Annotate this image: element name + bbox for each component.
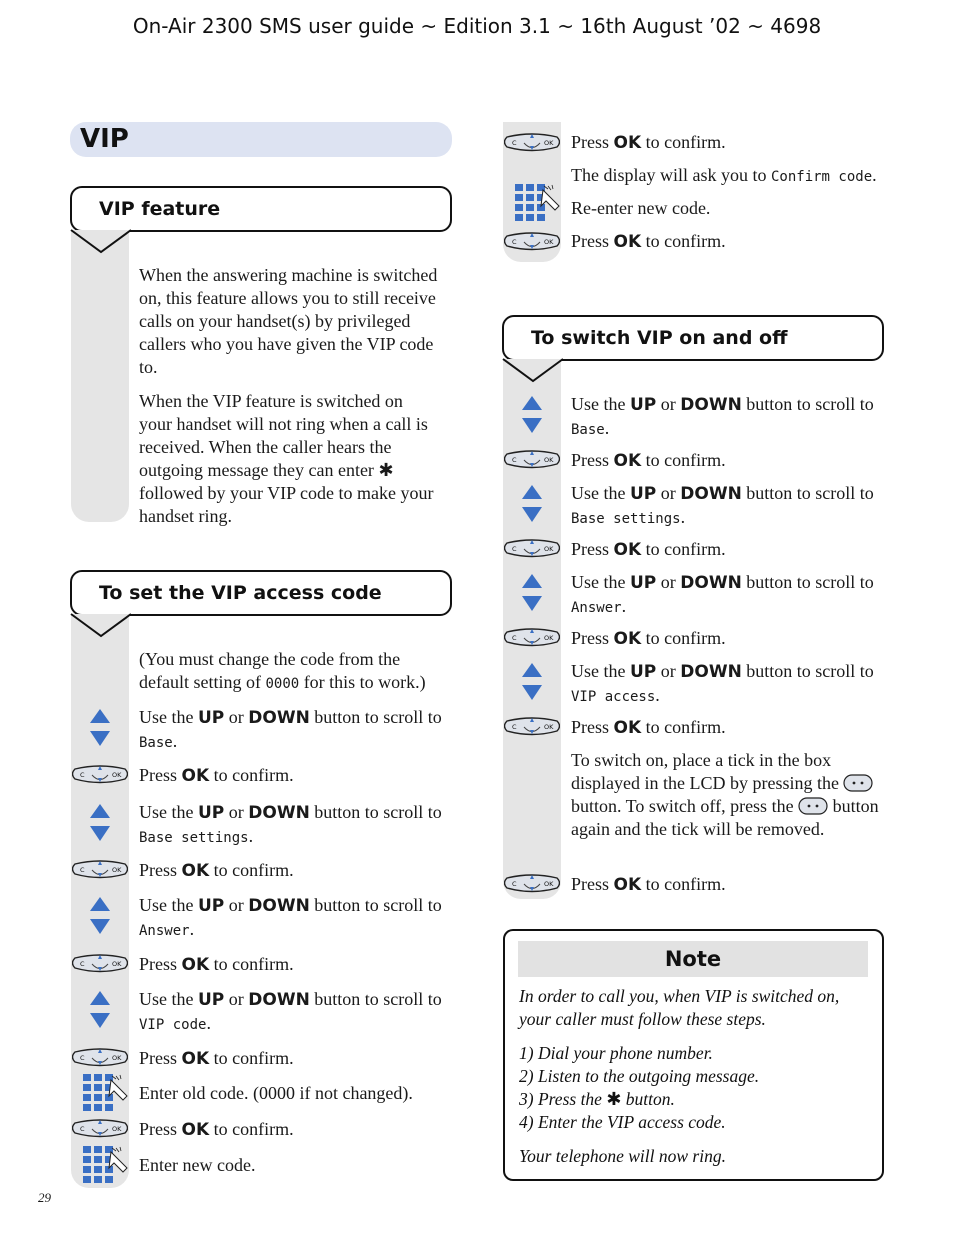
callout-pointer bbox=[70, 614, 134, 640]
page-header: On-Air 2300 SMS user guide ~ Edition 3.1 ~ 16th August ’02 ~ 4698 bbox=[132, 14, 822, 38]
note-steps: 1) Dial your phone number. 2) Listen to the outgoing message. 3) Press the ✱ button. 4) Enter the VIP access code. bbox=[519, 1043, 760, 1132]
up-down-arrows-icon bbox=[88, 896, 112, 936]
set-code-heading-box bbox=[70, 570, 452, 616]
switch-vip-heading: To switch VIP on and off bbox=[531, 327, 788, 349]
set-step-4: Press OK to confirm. bbox=[139, 860, 294, 881]
keypad-icon bbox=[83, 1074, 129, 1112]
up-down-arrows-icon bbox=[88, 708, 112, 748]
keypad-icon bbox=[83, 1146, 129, 1184]
set-step-9: Enter old code. (0000 if not changed). bbox=[139, 1083, 413, 1103]
c-ok-button-icon bbox=[504, 130, 560, 154]
up-down-arrows-icon bbox=[520, 573, 544, 613]
confirm-step-3: Re-enter new code. bbox=[571, 198, 711, 218]
vip-feature-heading: VIP feature bbox=[99, 198, 221, 220]
page-number: 29 bbox=[38, 1190, 51, 1205]
section-title-bar bbox=[70, 122, 452, 157]
set-step-7: Use the UP or DOWN button to scroll to VIP code. bbox=[139, 989, 442, 1033]
c-ok-button-icon bbox=[504, 229, 560, 253]
set-step-11: Enter new code. bbox=[139, 1155, 256, 1175]
switch-step-9: To switch on, place a tick in the box displayed in the LCD by pressing the button. To switch off, press the button again and the tick will be removed. bbox=[571, 750, 879, 839]
c-ok-button-icon bbox=[504, 447, 560, 471]
vip-feature-heading-box bbox=[70, 186, 452, 232]
star-key-icon: ✱ bbox=[606, 1089, 622, 1110]
note-heading: Note bbox=[518, 941, 868, 977]
set-step-3: Use the UP or DOWN button to scroll to Base settings. bbox=[139, 802, 442, 846]
vip-feature-para1: When the answering machine is switched on, this feature allows you to still receive calls on your handset(s) by privileged callers who you have given the VIP code to. bbox=[139, 265, 438, 377]
vip-feature-para2: When the VIP feature is switched on your handset will not ring when a call is received. When the caller hears the outgoing message they can enter ✱ followed by your VIP code to make your handset ring. bbox=[139, 391, 434, 526]
set-step-2: Press OK to confirm. bbox=[139, 765, 294, 786]
up-down-arrows-icon bbox=[88, 990, 112, 1030]
switch-step-10: Press OK to confirm. bbox=[571, 874, 726, 895]
note-intro: In order to call you, when VIP is switched on, your caller must follow these steps. bbox=[519, 986, 840, 1029]
c-ok-button-icon bbox=[72, 1045, 128, 1069]
switch-vip-heading-box bbox=[502, 315, 884, 361]
c-ok-button-icon bbox=[504, 714, 560, 738]
c-ok-button-icon bbox=[72, 951, 128, 975]
callout-pointer bbox=[70, 230, 134, 256]
confirm-step-2: The display will ask you to Confirm code. bbox=[571, 165, 877, 185]
c-ok-button-icon bbox=[504, 625, 560, 649]
set-step-1: Use the UP or DOWN button to scroll to Base. bbox=[139, 707, 442, 751]
c-ok-button-icon bbox=[72, 762, 128, 786]
keypad-icon bbox=[515, 184, 561, 222]
switch-step-7: Use the UP or DOWN button to scroll to VIP access. bbox=[571, 661, 874, 705]
section-title: VIP bbox=[80, 124, 129, 154]
set-code-intro: (You must change the code from the default setting of 0000 for this to work.) bbox=[139, 649, 426, 692]
icon-strip bbox=[71, 230, 129, 522]
callout-pointer bbox=[502, 359, 566, 385]
switch-step-4: Press OK to confirm. bbox=[571, 539, 726, 560]
c-ok-button-icon bbox=[504, 871, 560, 895]
set-code-heading: To set the VIP access code bbox=[99, 582, 382, 604]
up-down-arrows-icon bbox=[88, 803, 112, 843]
c-ok-button-icon bbox=[72, 857, 128, 881]
confirm-step-4: Press OK to confirm. bbox=[571, 231, 726, 252]
switch-step-5: Use the UP or DOWN button to scroll to Answer. bbox=[571, 572, 874, 616]
up-down-arrows-icon bbox=[520, 662, 544, 702]
set-step-10: Press OK to confirm. bbox=[139, 1119, 294, 1140]
star-key-icon: ✱ bbox=[378, 460, 394, 481]
confirm-step-1: Press OK to confirm. bbox=[571, 132, 726, 153]
note-outro: Your telephone will now ring. bbox=[519, 1146, 726, 1166]
switch-step-8: Press OK to confirm. bbox=[571, 717, 726, 738]
up-down-arrows-icon bbox=[520, 395, 544, 435]
switch-step-1: Use the UP or DOWN button to scroll to Base. bbox=[571, 394, 874, 438]
softkey-icon bbox=[798, 797, 828, 815]
set-step-5: Use the UP or DOWN button to scroll to Answer. bbox=[139, 895, 442, 939]
softkey-icon bbox=[843, 774, 873, 792]
switch-step-6: Press OK to confirm. bbox=[571, 628, 726, 649]
switch-step-2: Press OK to confirm. bbox=[571, 450, 726, 471]
c-ok-button-icon bbox=[72, 1116, 128, 1140]
switch-step-3: Use the UP or DOWN button to scroll to Base settings. bbox=[571, 483, 874, 527]
set-step-6: Press OK to confirm. bbox=[139, 954, 294, 975]
up-down-arrows-icon bbox=[520, 484, 544, 524]
c-ok-button-icon bbox=[504, 536, 560, 560]
set-step-8: Press OK to confirm. bbox=[139, 1048, 294, 1069]
